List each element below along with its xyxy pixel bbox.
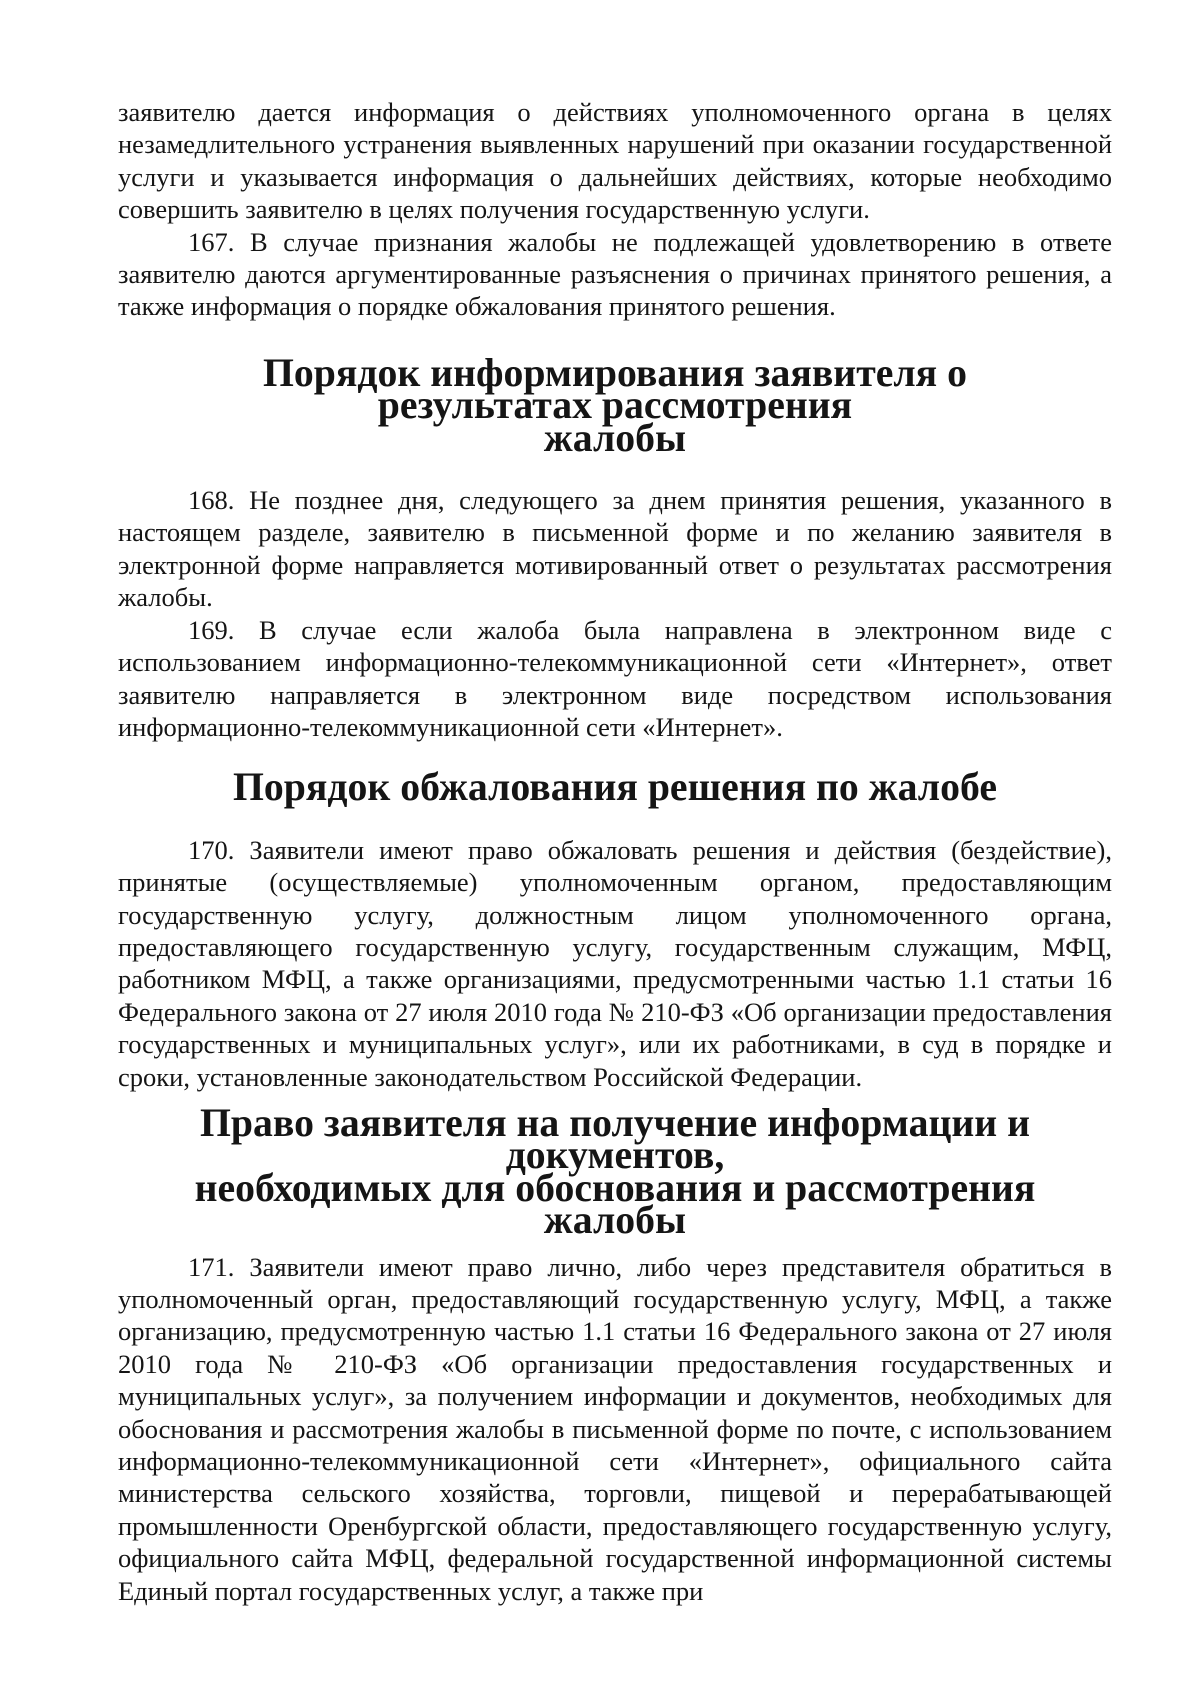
document-page [118,96,1112,1607]
paragraph-168: 168. Не позднее дня, следующего за днем принятия решения, указанного в настоящем разделе, заявителю в письменной форме и по желанию заявителя в электронной форме направляется мотивированный ответ о результатах рассмотрения жалобы. [118,485,1112,613]
paragraph-169: 169. В случае если жалоба была направлена в электронном виде с использованием информационно-телекоммуникационной сети «Интернет», ответ заявителю направляется в электронном виде посредством использования информационно-телекоммуникационной сети «Интернет». [118,614,1112,742]
heading-line: необходимых для обоснования и рассмотрения жалобы [194,1165,1036,1243]
heading-line: Право заявителя на получение информации и документов, [199,1100,1031,1178]
section-heading-appeal [118,765,1112,810]
paragraph-continuation: заявителю дается информация о действиях уполномоченного органа в целях незамедлительного устранения выявленных нарушений при оказании государственной услуги и указывается информация о дальнейших действиях, которые необходимо совершить заявителю в целях получения государственную услуги. [118,97,1112,225]
heading-line: Порядок информирования заявителя о результатах рассмотрения [263,350,967,428]
section-heading-informing [118,350,1112,460]
heading-line: Порядок обжалования решения по жалобе [233,765,997,810]
paragraph-170: 170. Заявители имеют право обжаловать решения и действия (бездействие), принятые (осуществляемые) уполномоченным органом, предоставляющим государственную услугу, должностным лицом уполномоченного органа, предоставляющего государственную услугу, государственным служащим, МФЦ, работником МФЦ, а также организациями, предусмотренными частью 1.1 статьи 16 Федерального закона от 27 июля 2010 года № 210-ФЗ «Об организации предоставления государственных и муниципальных услуг», или их работниками, в суд в порядке и сроки, установленные законодательством Российской Федерации. [118,834,1112,1092]
paragraph-171: 171. Заявители имеют право лично, либо через представителя обратиться в уполномоченный орган, предоставляющий государственную услугу, МФЦ, а также организацию, предусмотренную частью 1.1 статьи 16 Федерального закона от 27 июля 2010 года № 210-ФЗ «Об организации предоставления государственных и муниципальных услуг», за получением информации и документов, необходимых для обоснования и рассмотрения жалобы в письменной форме по почте, с использованием информационно-телекоммуникационной сети «Интернет», официального сайта министерства сельского хозяйства, торговли, пищевой и перерабатывающей промышленности Оренбургской области, предоставляющего государственную услугу, официального сайта МФЦ, федеральной государственной информационной системы Единый портал государственных услуг, а также при [118,1251,1112,1606]
section-heading-right-to-information [118,1100,1112,1243]
heading-line: жалобы [543,415,687,460]
paragraph-167: 167. В случае признания жалобы не подлежащей удовлетворению в ответе заявителю даются аргументированные разъяснения о причинах принятого решения, а также информация о порядке обжалования принятого решения. [118,226,1112,322]
